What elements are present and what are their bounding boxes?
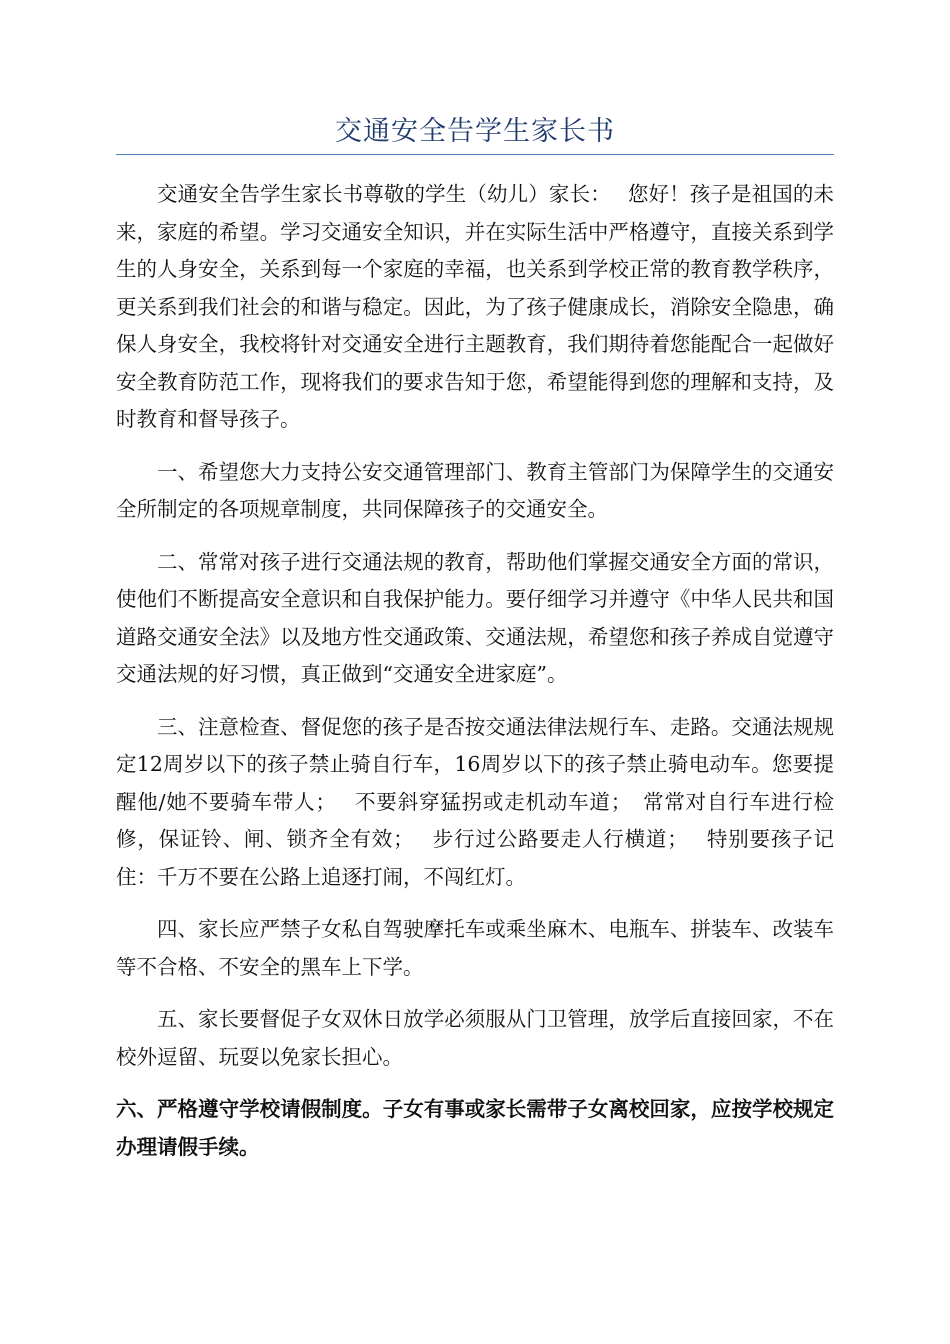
title-underline [116,154,834,155]
document-title: 交通安全告学生家长书 [335,116,615,147]
paragraph-item-5: 五、家长要督促子女双休日放学必须服从门卫管理，放学后直接回家，不在校外逗留、玩耍以免家长担心。 [116,1007,834,1069]
paragraph-item-3: 三、注意检查、督促您的孩子是否按交通法律法规行车、走路。交通法规规定12周岁以下的孩子禁止骑自行车，16周岁以下的孩子禁止骑电动车。您要提醒他/她不要骑车带人； 不要斜穿猛拐或走机动车道； 常常对自行车进行检修，保证铃、闸、锁齐全有效； 步行过公路要走人行横道； 特别要孩子记住：千万不要在公路上追逐打闹，不闯红灯。 [116,714,834,889]
paragraph-intro: 交通安全告学生家长书尊敬的学生（幼儿）家长： 您好！孩子是祖国的未来，家庭的希望。学习交通安全知识，并在实际生活中严格遵守，直接关系到学生的人身安全，关系到每一个家庭的幸福，也关系到学校正常的教育教学秩序，更关系到我们社会的和谐与稳定。因此，为了孩子健康成长，消除安全隐患，确保人身安全，我校将针对交通安全进行主题教育，我们期待着您能配合一起做好安全教育防范工作，现将我们的要求告知于您，希望能得到您的理解和支持，及时教育和督导孩子。 [116,182,834,431]
paragraph-item-1: 一、希望您大力支持公安交通管理部门、教育主管部门为保障学生的交通安全所制定的各项规章制度，共同保障孩子的交通安全。 [116,459,834,521]
document-body [116,176,834,1181]
paragraph-item-6: 六、严格遵守学校请假制度。子女有事或家长需带子女离校回家，应按学校规定办理请假手续。 [116,1097,834,1159]
paragraph-item-4: 四、家长应严禁子女私自驾驶摩托车或乘坐麻木、电瓶车、拼装车、改装车等不合格、不安全的黑车上下学。 [116,917,834,979]
paragraph-item-2: 二、常常对孩子进行交通法规的教育，帮助他们掌握交通安全方面的常识，使他们不断提高安全意识和自我保护能力。要仔细学习并遵守《中华人民共和国道路交通安全法》以及地方性交通政策、交通法规，希望您和孩子养成自觉遵守交通法规的好习惯，真正做到“交通安全进家庭”。 [116,549,834,686]
